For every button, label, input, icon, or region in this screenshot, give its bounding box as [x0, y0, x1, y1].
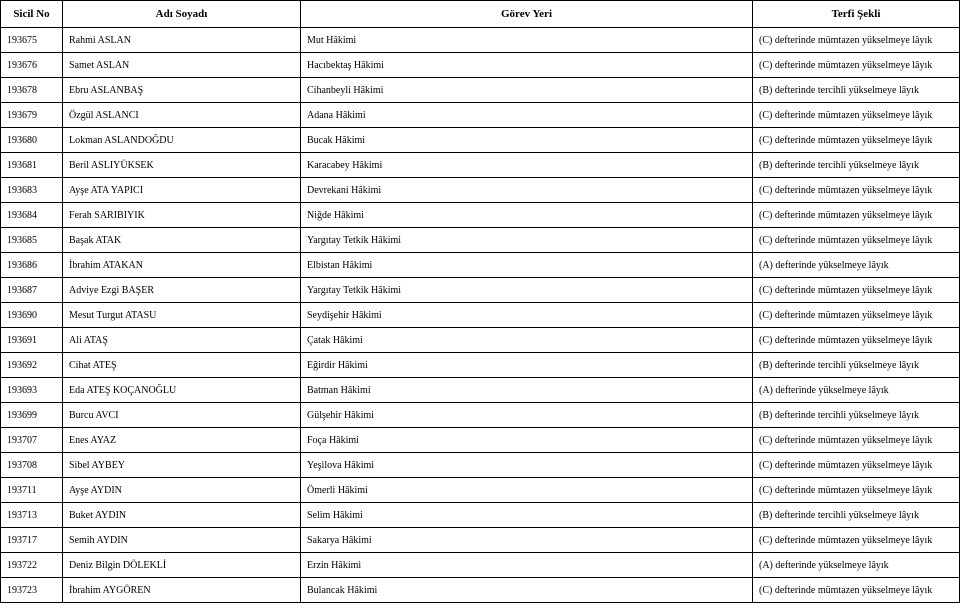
- cell-full-name: Lokman ASLANDOĞDU: [63, 128, 301, 153]
- cell-duty-location: Yargıtay Tetkik Hâkimi: [301, 278, 753, 303]
- table-row: [1, 278, 960, 303]
- cell-duty-location: Adana Hâkimi: [301, 103, 753, 128]
- cell-duty-location: Devrekani Hâkimi: [301, 178, 753, 203]
- cell-registry-no: 193686: [1, 253, 63, 278]
- table-row: [1, 478, 960, 503]
- cell-full-name: Ebru ASLANBAŞ: [63, 78, 301, 103]
- table-row: [1, 78, 960, 103]
- table-row: [1, 103, 960, 128]
- cell-duty-location: Cihanbeyli Hâkimi: [301, 78, 753, 103]
- cell-registry-no: 193722: [1, 553, 63, 578]
- cell-full-name: Burcu AVCI: [63, 403, 301, 428]
- table-row: [1, 303, 960, 328]
- cell-promotion-type: (C) defterinde mümtazen yükselmeye lâyık: [753, 28, 960, 53]
- table-row: [1, 203, 960, 228]
- cell-promotion-type: (C) defterinde mümtazen yükselmeye lâyık: [753, 528, 960, 553]
- header-registry-no: Sicil No: [1, 1, 63, 28]
- cell-duty-location: Mut Hâkimi: [301, 28, 753, 53]
- cell-full-name: Ferah SARIBIYIK: [63, 203, 301, 228]
- cell-promotion-type: (C) defterinde mümtazen yükselmeye lâyık: [753, 303, 960, 328]
- cell-registry-no: 193699: [1, 403, 63, 428]
- table-row: [1, 178, 960, 203]
- table-header-row: [1, 1, 960, 28]
- cell-registry-no: 193680: [1, 128, 63, 153]
- cell-registry-no: 193711: [1, 478, 63, 503]
- cell-duty-location: Karacabey Hâkimi: [301, 153, 753, 178]
- cell-full-name: Özgül ASLANCI: [63, 103, 301, 128]
- table-row: [1, 153, 960, 178]
- cell-registry-no: 193685: [1, 228, 63, 253]
- cell-promotion-type: (B) defterinde tercihli yükselmeye lâyık: [753, 503, 960, 528]
- cell-registry-no: 193681: [1, 153, 63, 178]
- cell-duty-location: Erzin Hâkimi: [301, 553, 753, 578]
- cell-promotion-type: (C) defterinde mümtazen yükselmeye lâyık: [753, 128, 960, 153]
- cell-full-name: Beril ASLIYÜKSEK: [63, 153, 301, 178]
- cell-registry-no: 193692: [1, 353, 63, 378]
- cell-full-name: Buket AYDIN: [63, 503, 301, 528]
- table-body: [1, 28, 960, 603]
- cell-full-name: Semih AYDIN: [63, 528, 301, 553]
- cell-registry-no: 193708: [1, 453, 63, 478]
- cell-full-name: Sibel AYBEY: [63, 453, 301, 478]
- table-row: [1, 528, 960, 553]
- cell-promotion-type: (C) defterinde mümtazen yükselmeye lâyık: [753, 328, 960, 353]
- cell-duty-location: Sakarya Hâkimi: [301, 528, 753, 553]
- cell-promotion-type: (C) defterinde mümtazen yükselmeye lâyık: [753, 478, 960, 503]
- cell-full-name: Mesut Turgut ATASU: [63, 303, 301, 328]
- cell-registry-no: 193707: [1, 428, 63, 453]
- cell-promotion-type: (C) defterinde mümtazen yükselmeye lâyık: [753, 178, 960, 203]
- cell-registry-no: 193693: [1, 378, 63, 403]
- cell-full-name: Başak ATAK: [63, 228, 301, 253]
- table-row: [1, 378, 960, 403]
- cell-promotion-type: (A) defterinde yükselmeye lâyık: [753, 553, 960, 578]
- cell-duty-location: Yargıtay Tetkik Hâkimi: [301, 228, 753, 253]
- table-row: [1, 578, 960, 603]
- header-full-name: Adı Soyadı: [63, 1, 301, 28]
- cell-promotion-type: (A) defterinde yükselmeye lâyık: [753, 253, 960, 278]
- cell-registry-no: 193678: [1, 78, 63, 103]
- cell-promotion-type: (C) defterinde mümtazen yükselmeye lâyık: [753, 103, 960, 128]
- cell-full-name: Cihat ATEŞ: [63, 353, 301, 378]
- cell-full-name: Ayşe ATA YAPICI: [63, 178, 301, 203]
- cell-registry-no: 193723: [1, 578, 63, 603]
- cell-duty-location: Eğirdir Hâkimi: [301, 353, 753, 378]
- table-row: [1, 28, 960, 53]
- cell-registry-no: 193687: [1, 278, 63, 303]
- cell-registry-no: 193679: [1, 103, 63, 128]
- cell-full-name: Ayşe AYDIN: [63, 478, 301, 503]
- cell-full-name: Samet ASLAN: [63, 53, 301, 78]
- table-row: [1, 228, 960, 253]
- cell-full-name: Ali ATAŞ: [63, 328, 301, 353]
- table-row: [1, 53, 960, 78]
- cell-registry-no: 193675: [1, 28, 63, 53]
- cell-registry-no: 193690: [1, 303, 63, 328]
- table-row: [1, 128, 960, 153]
- cell-duty-location: Bucak Hâkimi: [301, 128, 753, 153]
- cell-registry-no: 193691: [1, 328, 63, 353]
- cell-registry-no: 193684: [1, 203, 63, 228]
- cell-registry-no: 193676: [1, 53, 63, 78]
- table-row: [1, 328, 960, 353]
- cell-registry-no: 193713: [1, 503, 63, 528]
- cell-duty-location: Niğde Hâkimi: [301, 203, 753, 228]
- cell-promotion-type: (C) defterinde mümtazen yükselmeye lâyık: [753, 578, 960, 603]
- cell-duty-location: Yeşilova Hâkimi: [301, 453, 753, 478]
- cell-duty-location: Hacıbektaş Hâkimi: [301, 53, 753, 78]
- cell-registry-no: 193683: [1, 178, 63, 203]
- cell-duty-location: Bulancak Hâkimi: [301, 578, 753, 603]
- table-row: [1, 553, 960, 578]
- cell-duty-location: Seydişehir Hâkimi: [301, 303, 753, 328]
- cell-promotion-type: (B) defterinde tercihli yükselmeye lâyık: [753, 353, 960, 378]
- table-row: [1, 453, 960, 478]
- cell-duty-location: Ömerli Hâkimi: [301, 478, 753, 503]
- cell-duty-location: Çatak Hâkimi: [301, 328, 753, 353]
- cell-duty-location: Foça Hâkimi: [301, 428, 753, 453]
- cell-promotion-type: (C) defterinde mümtazen yükselmeye lâyık: [753, 453, 960, 478]
- cell-full-name: Eda ATEŞ KOÇANOĞLU: [63, 378, 301, 403]
- cell-promotion-type: (B) defterinde tercihli yükselmeye lâyık: [753, 78, 960, 103]
- header-duty-location: Görev Yeri: [301, 1, 753, 28]
- table-row: [1, 353, 960, 378]
- cell-duty-location: Selim Hâkimi: [301, 503, 753, 528]
- table-row: [1, 253, 960, 278]
- cell-promotion-type: (B) defterinde tercihli yükselmeye lâyık: [753, 403, 960, 428]
- table-row: [1, 403, 960, 428]
- cell-duty-location: Elbistan Hâkimi: [301, 253, 753, 278]
- cell-full-name: İbrahim ATAKAN: [63, 253, 301, 278]
- cell-promotion-type: (A) defterinde yükselmeye lâyık: [753, 378, 960, 403]
- cell-full-name: Rahmi ASLAN: [63, 28, 301, 53]
- cell-promotion-type: (C) defterinde mümtazen yükselmeye lâyık: [753, 53, 960, 78]
- cell-promotion-type: (B) defterinde tercihli yükselmeye lâyık: [753, 153, 960, 178]
- header-promotion-type: Terfi Şekli: [753, 1, 960, 28]
- cell-promotion-type: (C) defterinde mümtazen yükselmeye lâyık: [753, 428, 960, 453]
- table-row: [1, 428, 960, 453]
- cell-duty-location: Gülşehir Hâkimi: [301, 403, 753, 428]
- cell-promotion-type: (C) defterinde mümtazen yükselmeye lâyık: [753, 278, 960, 303]
- cell-full-name: Adviye Ezgi BAŞER: [63, 278, 301, 303]
- cell-full-name: Deniz Bilgin DÖLEKLİ: [63, 553, 301, 578]
- cell-full-name: Enes AYAZ: [63, 428, 301, 453]
- cell-promotion-type: (C) defterinde mümtazen yükselmeye lâyık: [753, 228, 960, 253]
- cell-registry-no: 193717: [1, 528, 63, 553]
- cell-promotion-type: (C) defterinde mümtazen yükselmeye lâyık: [753, 203, 960, 228]
- cell-full-name: İbrahim AYGÖREN: [63, 578, 301, 603]
- cell-duty-location: Batman Hâkimi: [301, 378, 753, 403]
- table-row: [1, 503, 960, 528]
